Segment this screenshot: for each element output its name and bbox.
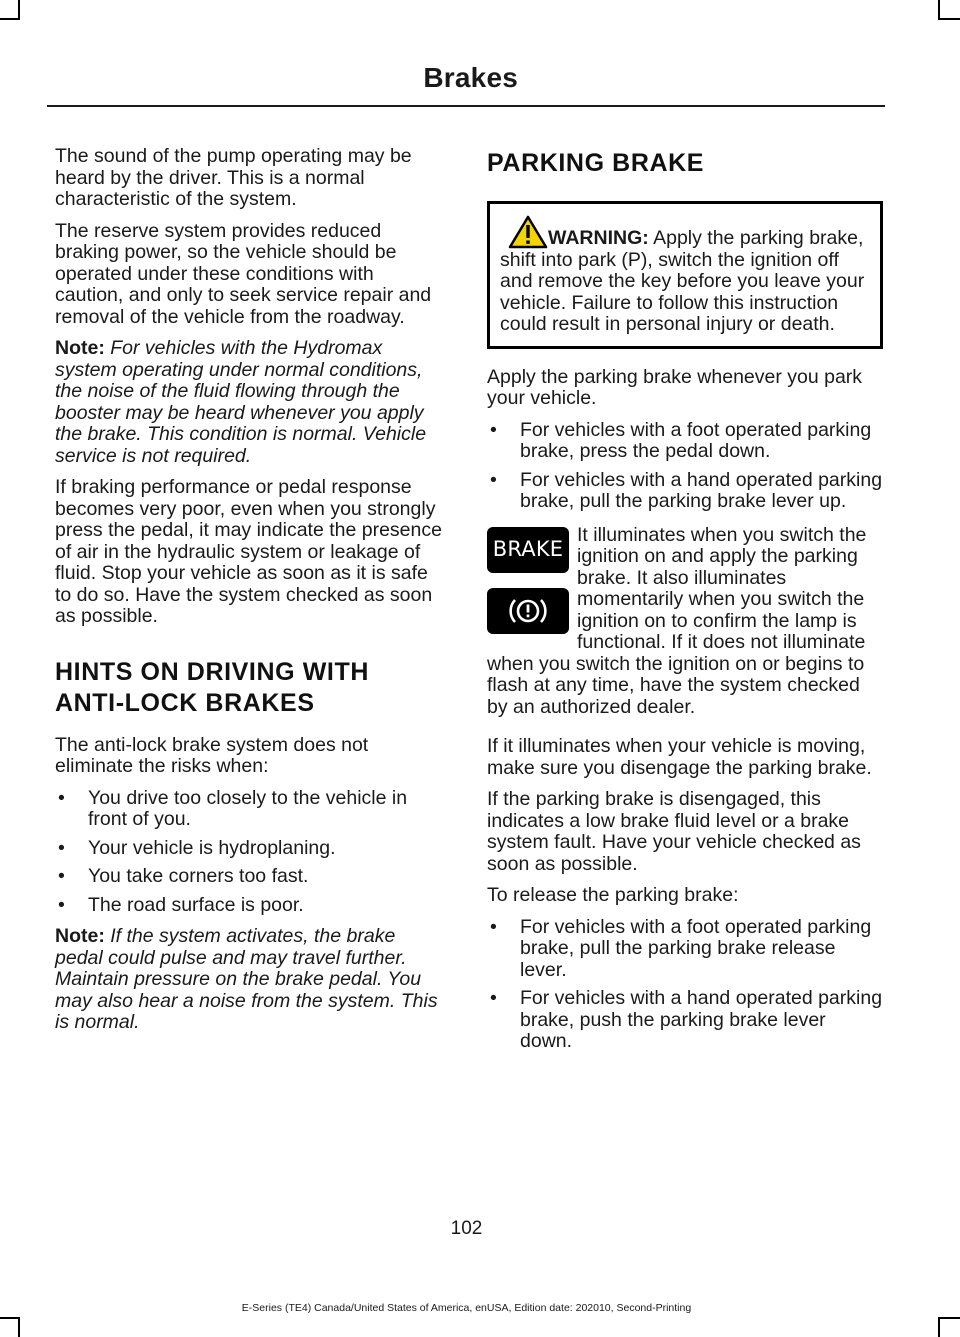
paragraph: To release the parking brake: bbox=[487, 884, 739, 906]
note-text: If the system activates, the brake pedal could pulse and may travel further. Maintain pressure on the brake pedal. You may also hear a noise from the system. This is normal. bbox=[55, 925, 438, 1033]
warning-triangle-icon bbox=[508, 215, 548, 249]
page-number: 102 bbox=[450, 1218, 483, 1239]
page-title: Brakes bbox=[423, 62, 518, 93]
paragraph: The sound of the pump operating may be heard by the driver. This is a normal characteristic of the system. bbox=[55, 145, 412, 210]
section-heading bbox=[55, 657, 447, 719]
bullet-list bbox=[487, 917, 883, 1053]
crop-mark bbox=[940, 1317, 960, 1319]
list-item: • For vehicles with a hand operated parking brake, push the parking brake lever down. bbox=[490, 987, 883, 1052]
indicator-section bbox=[487, 525, 883, 719]
header-divider bbox=[47, 105, 885, 107]
crop-mark bbox=[0, 1317, 20, 1319]
warning-label: WARNING: bbox=[548, 227, 649, 249]
brake-text-indicator-icon: BRAKE bbox=[487, 527, 569, 573]
list-item: • For vehicles with a foot operated parking brake, press the pedal down. bbox=[490, 418, 872, 462]
left-column bbox=[55, 146, 447, 1044]
list-item: • For vehicles with a foot operated parking brake, pull the parking brake release lever. bbox=[490, 915, 872, 981]
paragraph: Apply the parking brake whenever you park your vehicle. bbox=[487, 365, 863, 409]
indicator-description: It illuminates when you switch the ignition on and apply the parking brake. It also illuminates momentarily when you switch the ignition on to confirm the lamp is functional. If it does not illuminate when you switch the ignition on or begins to flash at any time, have the system checked by an authorized dealer. bbox=[487, 523, 867, 718]
right-column bbox=[487, 146, 883, 1063]
paragraph: The anti-lock brake system does not eliminate the risks when: bbox=[55, 733, 369, 777]
heading-line: ANTI-LOCK BRAKES bbox=[55, 688, 315, 717]
note bbox=[55, 926, 447, 1034]
paragraph: If the parking brake is disengaged, this indicates a low brake fluid level or a brake system fault. Have your vehicle checked as soon as possible. bbox=[487, 788, 861, 875]
list-item: • You drive too closely to the vehicle in front of you. bbox=[58, 786, 408, 830]
crop-mark bbox=[940, 18, 960, 20]
note-text: For vehicles with the Hydromax system operating under normal conditions, the noise of the fluid flowing through the booster may be heard whenever you apply the brake. This condition is normal. Vehicle service is not required. bbox=[55, 337, 427, 467]
list-item: • You take corners too fast. bbox=[58, 865, 309, 887]
bullet-list bbox=[55, 788, 447, 917]
list-item: • For vehicles with a hand operated parking brake, pull the parking brake lever up. bbox=[490, 468, 883, 512]
paragraph: The reserve system provides reduced braking power, so the vehicle should be operated under these conditions with caution, and only to seek service repair and removal of the vehicle from the roadway. bbox=[55, 219, 432, 328]
warning-box bbox=[487, 201, 883, 349]
parking-brake-circle-icon bbox=[487, 588, 569, 634]
indicator-icons bbox=[487, 527, 569, 649]
note-label: Note: bbox=[55, 925, 105, 947]
crop-mark bbox=[18, 1317, 20, 1337]
bullet-list bbox=[487, 420, 883, 513]
list-item: • The road surface is poor. bbox=[58, 893, 304, 916]
section-heading: PARKING BRAKE bbox=[487, 149, 705, 177]
paragraph: If it illuminates when your vehicle is moving, make sure you disengage the parking brake. bbox=[487, 735, 872, 779]
edition-info: E-Series (TE4) Canada/United States of America, enUSA, Edition date: 202010, Second-Printing bbox=[241, 1302, 692, 1314]
paragraph: If braking performance or pedal response becomes very poor, even when you strongly press the pedal, it may indicate the presence of air in the hydraulic system or leakage of fluid. Stop your vehicle as soon as it is safe to do so. Have the system checked as soon as possible. bbox=[55, 476, 442, 627]
note-label: Note: bbox=[55, 337, 105, 359]
warning-text: Apply the parking brake, shift into park (P), switch the ignition off and remove the key before you leave your vehicle. Failure to follow this instruction could result in personal injury or death. bbox=[500, 227, 865, 335]
crop-mark bbox=[938, 1317, 940, 1337]
crop-mark bbox=[18, 0, 20, 20]
note bbox=[55, 338, 447, 467]
crop-mark bbox=[0, 18, 20, 20]
heading-line: HINTS ON DRIVING WITH bbox=[55, 657, 369, 686]
crop-mark bbox=[938, 0, 940, 20]
list-item: • Your vehicle is hydroplaning. bbox=[58, 836, 336, 859]
